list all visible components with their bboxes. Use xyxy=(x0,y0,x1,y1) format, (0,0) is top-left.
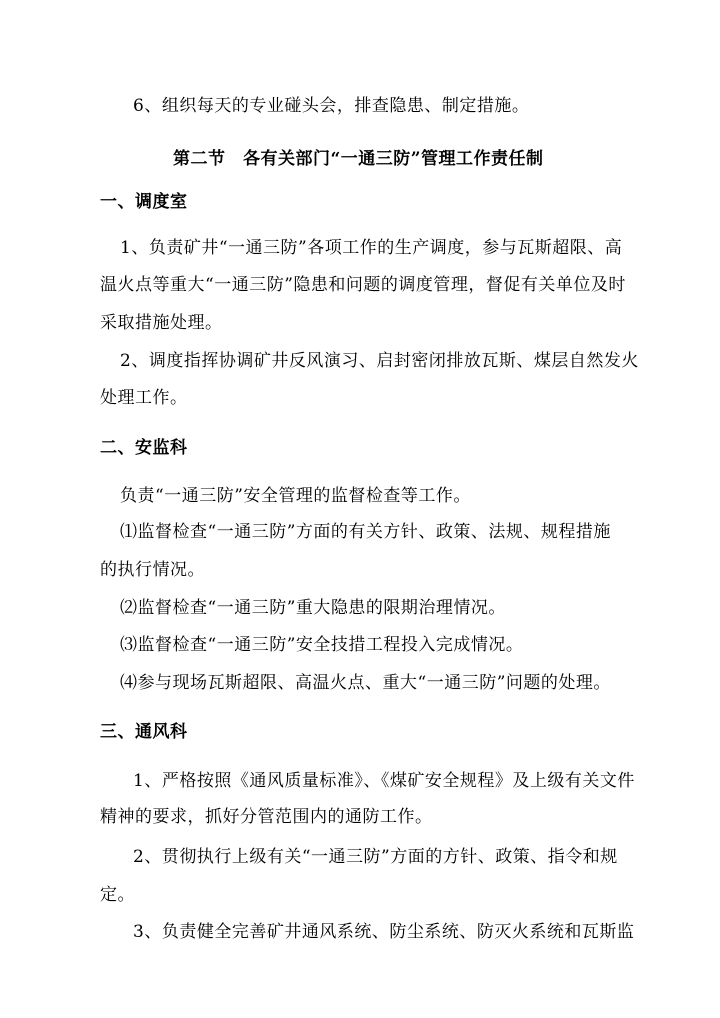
paragraph-line: 处理工作。 xyxy=(100,388,188,408)
paragraph-line: 精神的要求，抓好分管范围内的通防工作。 xyxy=(100,807,433,827)
heading-safety-supervision: 二、安监科 xyxy=(100,438,188,458)
paragraph-line: ⑷参与现场瓦斯超限、高温火点、重大“一通三防”问题的处理。 xyxy=(120,673,611,693)
paragraph-line: 采取措施处理。 xyxy=(100,313,223,333)
paragraph-item-6: 6、组织每天的专业碰头会，排查隐患、制定措施。 xyxy=(133,96,530,116)
paragraph-line: 的执行情况。 xyxy=(100,560,205,580)
section-title: 第二节 各有关部门“一通三防”管理工作责任制 xyxy=(173,149,544,169)
heading-ventilation-section: 三、通风科 xyxy=(100,722,188,742)
paragraph-line: 1、严格按照《通风质量标准》、《煤矿安全规程》及上级有关文件 xyxy=(133,771,635,791)
paragraph-line: 1、负责矿井“一通三防”各项工作的生产调度，参与瓦斯超限、高 xyxy=(120,238,623,258)
paragraph-line: 定。 xyxy=(100,885,135,905)
heading-dispatch-room: 一、调度室 xyxy=(100,192,188,212)
paragraph-line: ⑶监督检查“一通三防”安全技措工程投入完成情况。 xyxy=(120,635,524,655)
paragraph-line: ⑵监督检查“一通三防”重大隐患的限期治理情况。 xyxy=(120,598,506,618)
paragraph-line: ⑴监督检查“一通三防”方面的有关方针、政策、法规、规程措施 xyxy=(120,522,611,542)
paragraph-line: 3、负责健全完善矿井通风系统、防尘系统、防灭火系统和瓦斯监 xyxy=(133,922,635,942)
paragraph-line: 2、贯彻执行上级有关“一通三防”方面的方针、政策、指令和规 xyxy=(133,847,618,867)
paragraph-line: 2、调度指挥协调矿井反风演习、启封密闭排放瓦斯、煤层自然发火 xyxy=(120,351,639,371)
paragraph-line: 温火点等重大“一通三防”隐患和问题的调度管理，督促有关单位及时 xyxy=(100,275,626,295)
paragraph-line: 负责“一通三防”安全管理的监督检查等工作。 xyxy=(120,486,471,506)
